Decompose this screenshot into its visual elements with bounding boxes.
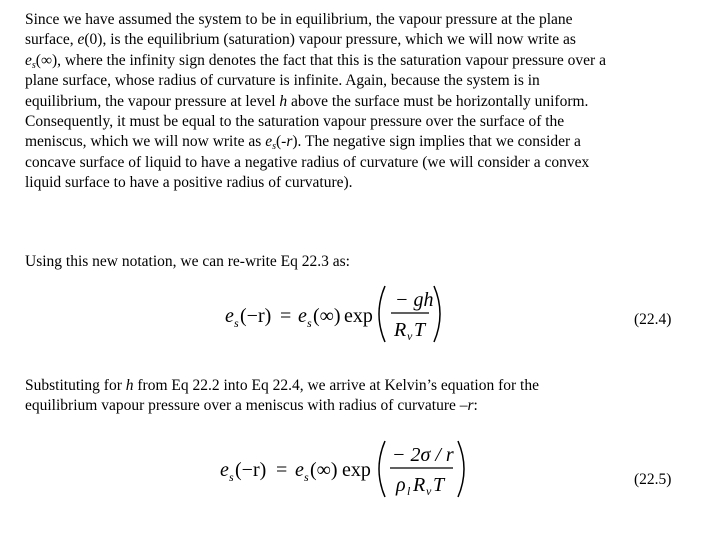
eq-numerator: − gh xyxy=(395,289,434,311)
text-segment: liquid surface to have a positive radius of curvature). xyxy=(25,174,353,192)
text-line xyxy=(25,71,705,91)
text-line xyxy=(25,92,705,112)
text-segment: Substituting for xyxy=(25,377,126,394)
eq-den-r: R xyxy=(394,319,407,341)
left-paren xyxy=(379,441,385,497)
subscript-s: s xyxy=(31,59,36,71)
eq-lhs-e: e xyxy=(225,305,234,327)
text-segment: (∞), where the infinity sign denotes the fact that this is the saturation vapour pressure over a xyxy=(35,51,606,69)
text-line xyxy=(25,252,705,272)
eq-equals: = xyxy=(276,459,288,481)
symbol-r: r xyxy=(467,397,474,415)
text-segment: (0), is the equilibrium (saturation) vapour pressure, which we will now write as xyxy=(84,31,576,49)
paragraph-notation xyxy=(25,252,705,272)
eq-den-t: T xyxy=(433,474,445,496)
text-segment: Consequently, it must be equal to the saturation vapour pressure over the surface of the xyxy=(25,113,565,131)
equation-22-4 xyxy=(225,283,445,345)
symbol-h: h xyxy=(279,92,288,110)
text-segment: meniscus, which we will now write as xyxy=(25,133,266,151)
paragraph-saturation-pressure xyxy=(25,10,705,194)
text-segment: ). The negative sign implies that we consider a xyxy=(292,133,581,151)
text-segment: plane surface, whose radius of curvature is infinite. Again, because the system is in xyxy=(25,72,540,90)
eq-den-r: R xyxy=(413,474,426,496)
eq-lhs-argument: (−r) xyxy=(235,459,267,481)
eq-lhs-subscript: s xyxy=(229,470,234,484)
text-segment: surface, xyxy=(25,31,78,49)
eq-den-subscript: v xyxy=(407,329,413,343)
eq-equals: = xyxy=(280,305,292,327)
eq-lhs-argument: (−r) xyxy=(240,305,272,327)
text-line xyxy=(25,112,705,132)
text-line xyxy=(25,396,705,416)
text-line xyxy=(25,153,705,173)
text-segment: concave surface of liquid to have a negative radius of curvature (we will consider a convex xyxy=(25,153,590,171)
equation-22-5 xyxy=(220,438,465,500)
text-segment: above the surface must be horizontally uniform. xyxy=(287,92,589,110)
eq-exp: exp xyxy=(342,459,371,481)
text-segment: equilibrium vapour pressure over a meniscus with radius of curvature – xyxy=(25,397,468,415)
eq-den-subscript-v: v xyxy=(426,484,432,498)
text-segment: from Eq 22.2 into Eq 22.4, we arrive at Kelvin’s equation for the xyxy=(133,377,539,394)
text-line xyxy=(25,132,705,152)
symbol-e: e xyxy=(265,133,273,151)
eq-rhs-argument: (∞) xyxy=(313,305,341,327)
eq-den-t: T xyxy=(414,319,426,341)
eq-lhs-e: e xyxy=(220,459,229,481)
symbol-r: r xyxy=(286,133,293,151)
eq-rhs-subscript: s xyxy=(307,316,312,330)
eq-exp: exp xyxy=(344,305,373,327)
eq-rhs-subscript: s xyxy=(304,470,309,484)
text-segment: equilibrium, the vapour pressure at level xyxy=(25,92,280,110)
symbol-h: h xyxy=(125,377,134,394)
text-segment: Using this new notation, we can re-write Eq 22.3 as: xyxy=(25,253,350,270)
right-paren xyxy=(458,441,464,497)
left-paren xyxy=(379,286,385,342)
eq-rhs-e: e xyxy=(298,305,307,327)
eq-den-rho: ρ xyxy=(396,474,406,496)
text-line xyxy=(25,30,705,50)
text-segment: (- xyxy=(276,133,287,151)
text-segment: : xyxy=(473,397,478,415)
equation-number: (22.4) xyxy=(634,311,672,328)
right-paren xyxy=(434,286,440,342)
eq-den-subscript-l: l xyxy=(407,484,411,498)
text-segment: Since we have assumed the system to be in equilibrium, the vapour pressure at the plane xyxy=(25,11,573,28)
eq-rhs-argument: (∞) xyxy=(310,459,338,481)
text-line xyxy=(25,376,705,396)
symbol-e: e xyxy=(25,51,32,69)
text-line xyxy=(25,51,705,71)
eq-numerator: − 2σ / r xyxy=(392,444,454,466)
text-line xyxy=(25,10,705,30)
text-line xyxy=(25,173,705,193)
paragraph-kelvin xyxy=(25,376,705,417)
eq-lhs-subscript: s xyxy=(234,316,239,330)
subscript-s: s xyxy=(272,141,277,153)
equation-number: (22.5) xyxy=(634,471,672,488)
eq-rhs-e: e xyxy=(295,459,304,481)
symbol-e: e xyxy=(77,31,85,49)
